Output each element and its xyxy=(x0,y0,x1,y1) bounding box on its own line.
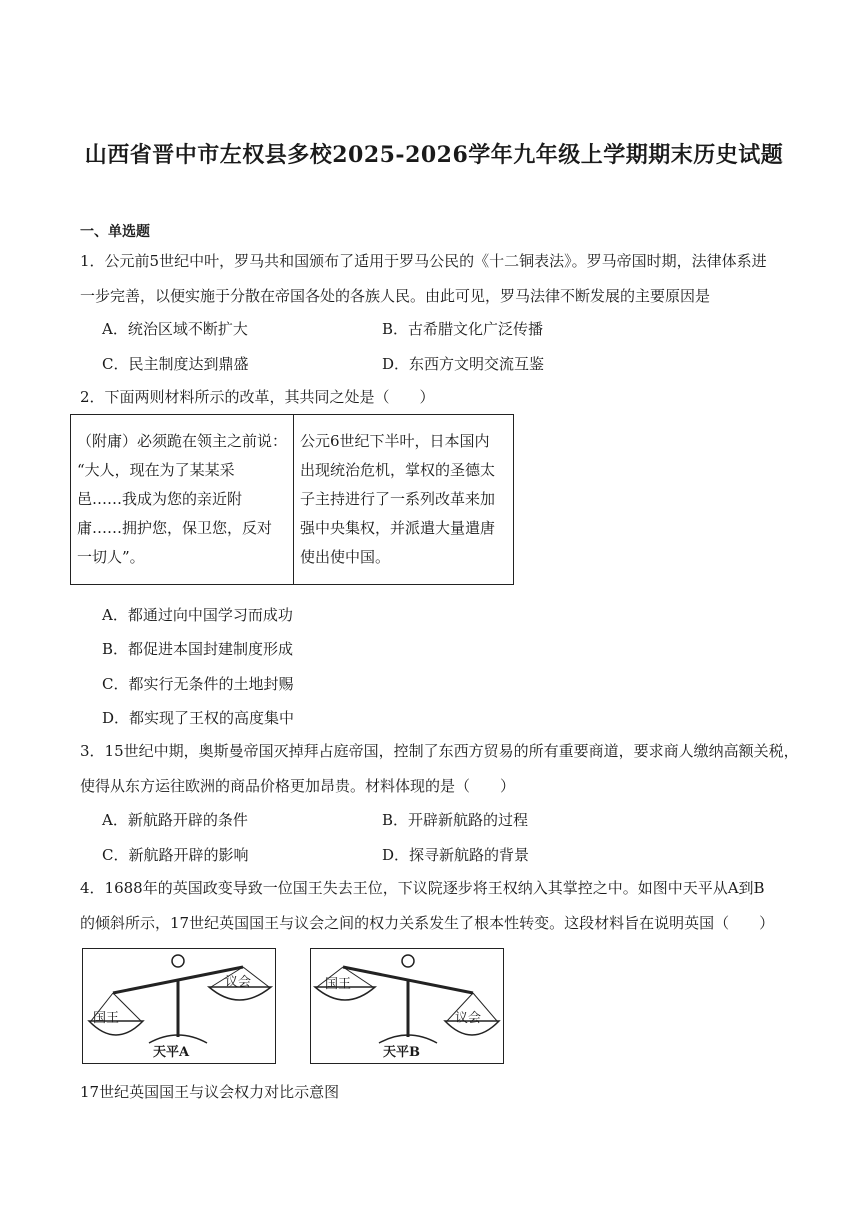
q1-option-c[interactable]: C．民主制度达到鼎盛 xyxy=(102,355,249,373)
q1-stem-line-1: 1．公元前5世纪中叶，罗马共和国颁布了适用于罗马公民的《十二铜表法》。罗马帝国时期，法律体系进 xyxy=(80,252,767,270)
q1-option-d[interactable]: D．东西方文明交流互鉴 xyxy=(382,355,545,373)
q3-option-b[interactable]: B．开辟新航路的过程 xyxy=(382,811,529,829)
scale-b-figure xyxy=(310,948,504,1064)
scale-a-left-pan-label: 国王 xyxy=(93,1011,120,1026)
q3-option-a[interactable]: A．新航路开辟的条件 xyxy=(102,811,248,829)
q2-material-right xyxy=(294,415,514,585)
scale-a-figure xyxy=(82,948,276,1064)
scale-b-right-pan-label: 议会 xyxy=(455,1011,482,1026)
material-line: 公元6世纪下半叶，日本国内 xyxy=(300,432,490,450)
q1-stem-line-2: 一步完善，以便实施于分散在帝国各处的各族人民。由此可见，罗马法律不断发展的主要原因是 xyxy=(80,287,711,305)
material-line: 使出使中国。 xyxy=(300,548,391,566)
material-line: 邑……我成为您的亲近附 xyxy=(77,490,243,508)
scale-b-left-pan-label: 国王 xyxy=(325,977,352,992)
scale-b-label: 天平B xyxy=(383,1045,420,1060)
q3-option-c[interactable]: C．新航路开辟的影响 xyxy=(102,846,249,864)
material-line: 出现统治危机，掌权的圣德太 xyxy=(300,461,496,479)
document-title: 山西省晋中市左权县多校2025-2026学年九年级上学期期末历史试题 xyxy=(84,142,784,168)
q2-option-b[interactable]: B．都促进本国封建制度形成 xyxy=(102,640,294,658)
material-line: 子主持进行了一系列改革来加 xyxy=(300,490,496,508)
q1-option-b[interactable]: B．古希腊文化广泛传播 xyxy=(382,320,544,338)
material-line: （附庸）必须跪在领主之前说： xyxy=(77,432,288,450)
material-line: 庸……拥护您，保卫您，反对 xyxy=(77,519,273,537)
q2-material-table xyxy=(70,414,514,585)
material-line: 一切人”。 xyxy=(77,548,145,566)
section-heading: 一、单选题 xyxy=(80,224,150,240)
q3-stem-line-2: 使得从东方运往欧洲的商品价格更加昂贵。材料体现的是（ ） xyxy=(80,777,516,795)
q2-material-left xyxy=(71,415,294,585)
material-line: 强中央集权，并派遣大量遣唐 xyxy=(300,519,496,537)
q4-stem-line-1: 4．1688年的英国政变导致一位国王失去王位，下议院逐步将王权纳入其掌控之中。如图中天平从A到B xyxy=(80,879,765,897)
scale-a-label: 天平A xyxy=(153,1045,190,1060)
q2-stem: 2．下面两则材料所示的改革，其共同之处是（ ） xyxy=(80,388,435,406)
q4-stem-line-2: 的倾斜所示，17世纪英国国王与议会之间的权力关系发生了根本性转变。这段材料旨在说明英国（ ） xyxy=(80,914,775,932)
material-line: “大人，现在为了某某采 xyxy=(77,461,235,479)
q2-option-a[interactable]: A．都通过向中国学习而成功 xyxy=(102,606,293,624)
scale-a-right-pan-label: 议会 xyxy=(225,975,252,990)
q3-stem-line-1: 3．15世纪中期，奥斯曼帝国灭掉拜占庭帝国，控制了东西方贸易的所有重要商道，要求商人缴纳高额关税， xyxy=(80,742,799,760)
figure-caption: 17世纪英国国王与议会权力对比示意图 xyxy=(80,1083,340,1101)
q1-option-a[interactable]: A．统治区域不断扩大 xyxy=(102,320,248,338)
q2-option-c[interactable]: C．都实行无条件的土地封赐 xyxy=(102,675,294,693)
q2-option-d[interactable]: D．都实现了王权的高度集中 xyxy=(102,709,295,727)
q3-option-d[interactable]: D．探寻新航路的背景 xyxy=(382,846,530,864)
